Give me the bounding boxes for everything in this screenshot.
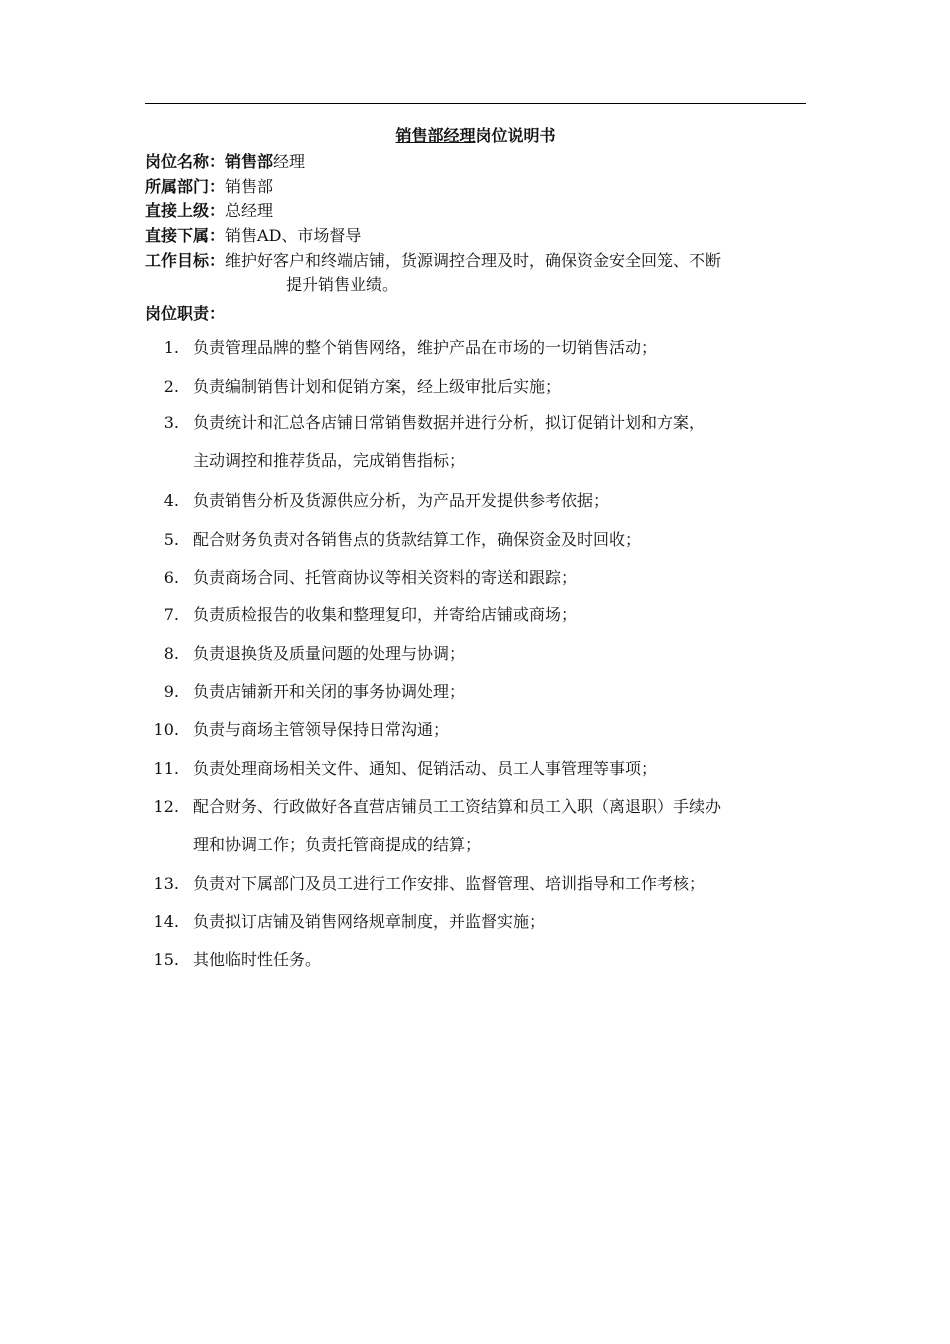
- field-label: 岗位名称：: [145, 152, 226, 171]
- duty-text: 负责编制销售计划和促销方案，经上级审批后实施；: [193, 377, 562, 396]
- header-rule: [145, 103, 806, 104]
- duty-text: 负责销售分析及货源供应分析，为产品开发提供参考依据；: [193, 491, 610, 510]
- duty-text: 负责处理商场相关文件、通知、促销活动、员工人事管理等事项；: [193, 759, 658, 778]
- field-superior: [145, 199, 273, 223]
- duty-number: 5.: [163, 530, 179, 549]
- duty-number: 12.: [153, 797, 179, 816]
- field-goal-continuation: 提升销售业绩。: [286, 275, 399, 294]
- duty-text: 其他临时性任务。: [193, 950, 322, 969]
- duty-number: 1.: [163, 338, 179, 357]
- duty-number: 7.: [163, 605, 179, 624]
- duty-number: 11.: [153, 759, 179, 778]
- duty-number: 8.: [163, 644, 179, 663]
- duty-text: 配合财务、行政做好各直营店铺员工工资结算和员工入职（离退职）手续办: [193, 797, 722, 816]
- duty-number: 6.: [163, 568, 179, 587]
- duty-text: 负责质检报告的收集和整理复印，并寄给店铺或商场；: [193, 605, 578, 624]
- field-value: 经理: [273, 152, 306, 171]
- field-value: 总经理: [225, 201, 274, 220]
- duty-number: 10.: [153, 720, 179, 739]
- title-underlined: 销售部经理: [395, 126, 476, 145]
- field-goal: [145, 249, 721, 273]
- field-value: 销售AD、市场督导: [225, 226, 362, 245]
- duty-number: 2.: [163, 377, 179, 396]
- duties-heading: 岗位职责：: [145, 304, 226, 323]
- field-label: 直接下属：: [145, 226, 226, 245]
- duty-text-continuation: 理和协调工作；负责托管商提成的结算；: [193, 835, 482, 854]
- duty-number: 4.: [163, 491, 179, 510]
- duty-number: 3.: [163, 413, 179, 432]
- duty-text: 负责对下属部门及员工进行工作安排、监督管理、培训指导和工作考核；: [193, 874, 706, 893]
- field-label: 直接上级：: [145, 201, 226, 220]
- title-rest: 岗位说明书: [475, 126, 556, 145]
- duty-text: 负责商场合同、托管商协议等相关资料的寄送和跟踪；: [193, 568, 578, 587]
- duty-text: 负责店铺新开和关闭的事务协调处理；: [193, 682, 466, 701]
- duty-text: 负责拟订店铺及销售网络规章制度，并监督实施；: [193, 912, 546, 931]
- duty-number: 9.: [163, 682, 179, 701]
- duty-number: 15.: [153, 950, 179, 969]
- duty-number: 13.: [153, 874, 179, 893]
- duty-text: 负责管理品牌的整个销售网络，维护产品在市场的一切销售活动；: [193, 338, 658, 357]
- duty-number: 14.: [153, 912, 179, 931]
- field-position: [145, 150, 305, 174]
- field-subordinates: [145, 224, 361, 248]
- duty-text: 配合财务负责对各销售点的货款结算工作，确保资金及时回收；: [193, 530, 642, 549]
- document-title: [145, 124, 806, 148]
- field-department: [145, 175, 273, 199]
- field-label: 工作目标：: [145, 251, 226, 270]
- field-value-bold: 销售部: [225, 152, 274, 171]
- duty-text: 负责与商场主管领导保持日常沟通；: [193, 720, 450, 739]
- field-label: 所属部门：: [145, 177, 226, 196]
- duty-text: 负责统计和汇总各店铺日常销售数据并进行分析，拟订促销计划和方案，: [193, 413, 706, 432]
- field-value: 销售部: [225, 177, 274, 196]
- duty-text-continuation: 主动调控和推荐货品，完成销售指标；: [193, 451, 466, 470]
- duty-text: 负责退换货及质量问题的处理与协调；: [193, 644, 466, 663]
- field-value: 维护好客户和终端店铺，货源调控合理及时，确保资金安全回笼、不断: [225, 251, 722, 270]
